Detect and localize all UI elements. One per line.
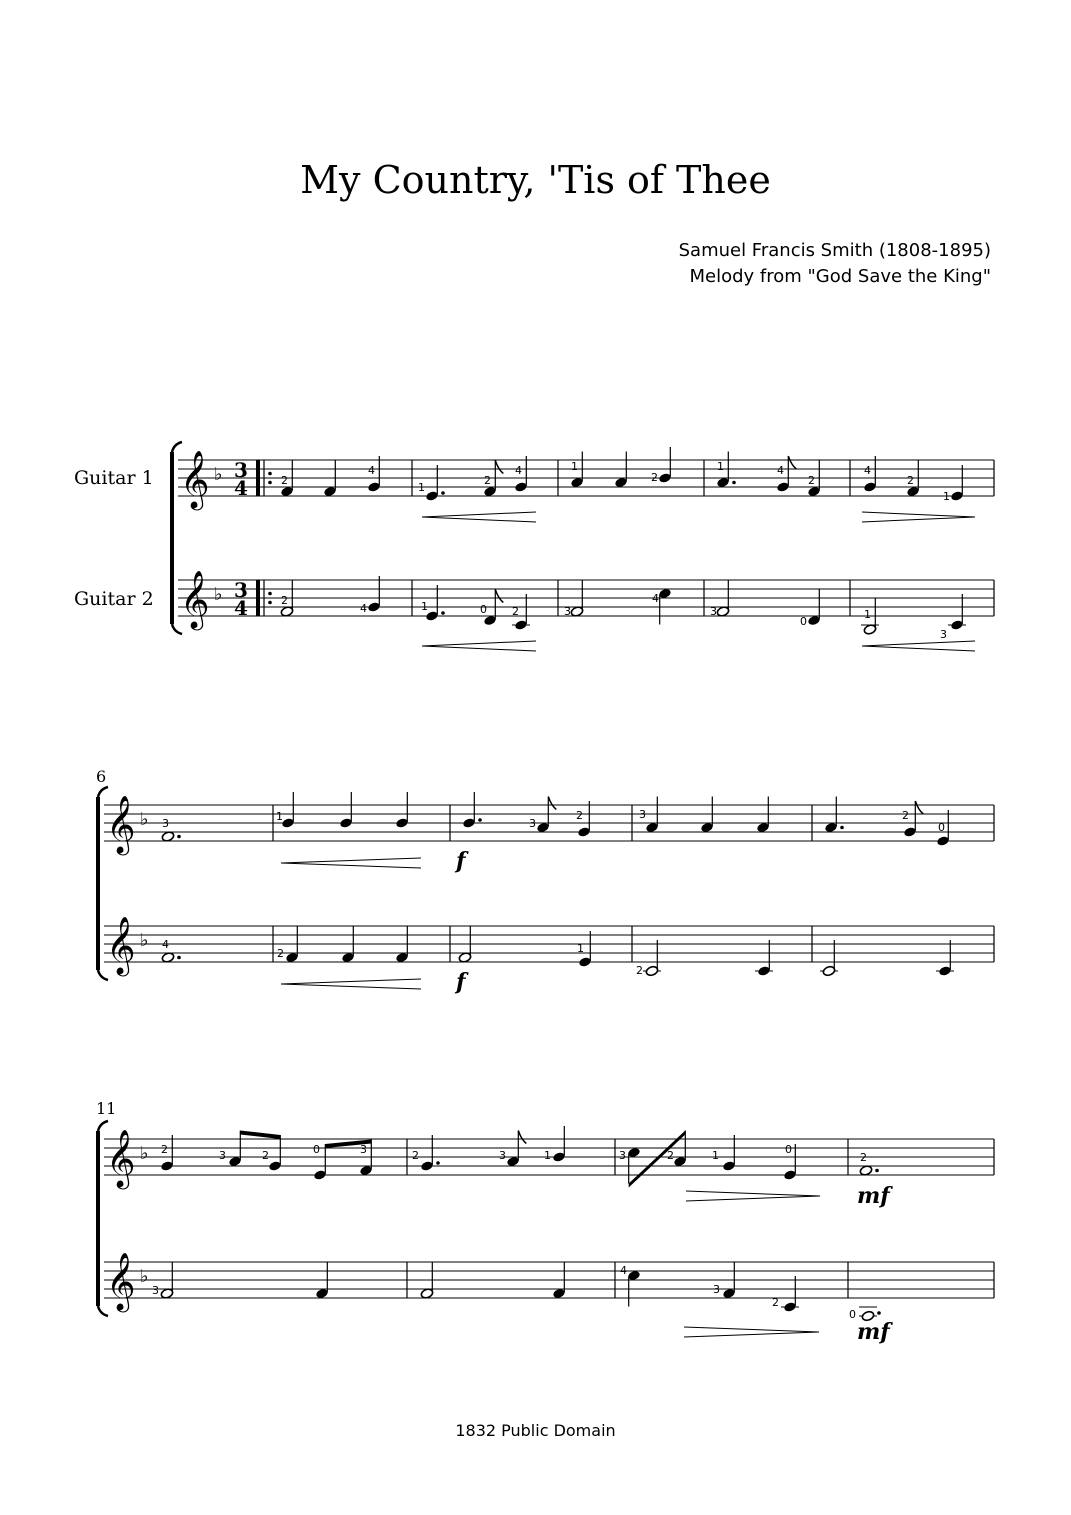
dynamic-mezzo-forte: mf bbox=[857, 1183, 890, 1209]
treble-clef-icon: 𝄞 bbox=[180, 570, 210, 628]
decrescendo-hairpin bbox=[684, 1332, 819, 1337]
fingering: 1 bbox=[943, 490, 950, 503]
fingering: 2 bbox=[484, 474, 491, 487]
fingering: 4 bbox=[360, 602, 367, 615]
fingering: 3 bbox=[499, 1149, 506, 1162]
note bbox=[820, 940, 838, 977]
augmentation-dot bbox=[441, 491, 445, 495]
fingering: 1 bbox=[717, 460, 724, 473]
fingering: 2 bbox=[277, 947, 284, 960]
repeat-thick-bar bbox=[256, 460, 260, 496]
note bbox=[506, 1131, 526, 1168]
crescendo-hairpin bbox=[422, 517, 536, 522]
crescendo-hairpin bbox=[862, 641, 975, 646]
fingering: 3 bbox=[360, 1143, 367, 1156]
fingering: 2 bbox=[907, 474, 914, 487]
copyright-footer: 1832 Public Domain bbox=[455, 1421, 616, 1440]
note bbox=[160, 1263, 174, 1300]
fingering: 4 bbox=[620, 1264, 627, 1277]
note bbox=[716, 581, 730, 618]
flag bbox=[788, 456, 796, 469]
flat-icon: ♭ bbox=[140, 1143, 149, 1164]
fingering: 3 bbox=[529, 817, 536, 830]
fingering: 2 bbox=[412, 1149, 419, 1162]
measure-number-11: 11 bbox=[96, 1099, 117, 1118]
flag bbox=[518, 1131, 526, 1144]
fingering: 3 bbox=[713, 1283, 720, 1296]
note bbox=[395, 792, 409, 829]
decrescendo-hairpin bbox=[862, 512, 975, 517]
note bbox=[627, 1270, 641, 1307]
fingering: 3 bbox=[152, 1284, 159, 1297]
flat-icon: ♭ bbox=[214, 584, 223, 605]
decrescendo-hairpin bbox=[686, 1196, 820, 1201]
composer-line-1: Samuel Francis Smith (1808-1895) bbox=[678, 240, 991, 261]
fingering: 2 bbox=[161, 1143, 168, 1156]
note bbox=[658, 588, 672, 625]
fingering: 1 bbox=[418, 481, 425, 494]
note bbox=[285, 927, 299, 964]
treble-clef-icon: 𝄞 bbox=[106, 916, 136, 974]
repeat-dot bbox=[268, 601, 272, 605]
fingering: 4 bbox=[368, 464, 375, 477]
dynamic-mezzo-forte: mf bbox=[857, 1319, 890, 1345]
fingering: 2 bbox=[262, 1149, 269, 1162]
note bbox=[700, 797, 714, 834]
note bbox=[948, 594, 966, 631]
note bbox=[458, 927, 472, 964]
crescendo-hairpin bbox=[281, 858, 421, 863]
note bbox=[323, 461, 337, 498]
note bbox=[755, 940, 773, 977]
fingering: 3 bbox=[940, 628, 947, 641]
crescendo-hairpin bbox=[281, 979, 421, 984]
note bbox=[339, 792, 353, 829]
augmentation-dot bbox=[877, 1311, 881, 1315]
note bbox=[614, 452, 628, 489]
fingering: 2 bbox=[576, 809, 583, 822]
fingering: 4 bbox=[777, 464, 784, 477]
fingering: 2 bbox=[667, 1149, 674, 1162]
fingering: 0 bbox=[480, 603, 487, 616]
crescendo-hairpin bbox=[862, 646, 975, 651]
augmentation-dot bbox=[875, 1169, 879, 1173]
note bbox=[824, 797, 844, 834]
fingering: 0 bbox=[800, 615, 807, 628]
flag bbox=[915, 801, 923, 814]
note bbox=[281, 792, 295, 829]
decrescendo-hairpin bbox=[684, 1327, 819, 1332]
fingering: 2 bbox=[808, 474, 815, 487]
fingering: 1 bbox=[864, 608, 871, 621]
note bbox=[268, 1135, 282, 1172]
fingering: 1 bbox=[544, 1149, 551, 1162]
measure-number-6: 6 bbox=[96, 767, 107, 786]
decrescendo-hairpin bbox=[862, 517, 975, 522]
flat-icon: ♭ bbox=[214, 464, 223, 485]
decrescendo-hairpin bbox=[686, 1191, 820, 1196]
note bbox=[658, 447, 672, 484]
fingering: 1 bbox=[276, 810, 283, 823]
fingering: 2 bbox=[636, 964, 643, 977]
fingering: 1 bbox=[571, 460, 578, 473]
fingering: 2 bbox=[772, 1296, 779, 1309]
augmentation-dot bbox=[732, 481, 736, 485]
repeat-dot bbox=[268, 481, 272, 485]
fingering: 4 bbox=[652, 592, 659, 605]
flag bbox=[495, 590, 503, 603]
note bbox=[643, 940, 661, 977]
fingering: 4 bbox=[515, 464, 522, 477]
time-signature-top: 3 bbox=[234, 458, 248, 482]
fingering: 3 bbox=[619, 1149, 626, 1162]
augmentation-dot bbox=[840, 826, 844, 830]
repeat-dot bbox=[268, 472, 272, 476]
time-signature-bottom: 4 bbox=[234, 476, 248, 500]
crescendo-hairpin bbox=[281, 984, 421, 989]
note bbox=[570, 581, 584, 618]
fingering: 0 bbox=[785, 1143, 792, 1156]
crescendo-hairpin bbox=[422, 512, 536, 517]
instrument-label-guitar-1: Guitar 1 bbox=[74, 467, 154, 489]
fingering: 4 bbox=[162, 938, 169, 951]
fingering: 3 bbox=[639, 808, 646, 821]
note bbox=[807, 590, 821, 627]
flat-icon: ♭ bbox=[140, 930, 149, 951]
note bbox=[950, 465, 964, 502]
fingering: 0 bbox=[313, 1143, 320, 1156]
fingering: 1 bbox=[421, 600, 428, 613]
fingering: 4 bbox=[864, 464, 871, 477]
flag bbox=[495, 461, 503, 474]
score-title: My Country, 'Tis of Thee bbox=[300, 158, 771, 202]
fingering: 0 bbox=[938, 821, 945, 834]
note bbox=[552, 1126, 566, 1163]
note bbox=[756, 797, 770, 834]
note bbox=[645, 797, 659, 834]
fingering: 0 bbox=[849, 1308, 856, 1321]
fingering: 2 bbox=[512, 605, 519, 618]
instrument-label-guitar-2: Guitar 2 bbox=[74, 588, 154, 610]
fingering: 2 bbox=[281, 594, 288, 607]
fingering: 1 bbox=[712, 1149, 719, 1162]
augmentation-dot bbox=[441, 611, 445, 615]
repeat-dot bbox=[268, 592, 272, 596]
note bbox=[722, 1135, 736, 1172]
dynamic-forte: f bbox=[456, 848, 466, 874]
note bbox=[536, 797, 556, 834]
fingering: 2 bbox=[860, 1151, 867, 1164]
crescendo-hairpin bbox=[281, 863, 421, 868]
augmentation-dot bbox=[177, 956, 181, 960]
note bbox=[367, 576, 381, 613]
augmentation-dot bbox=[436, 1161, 440, 1165]
flag bbox=[548, 797, 556, 810]
fingering: 2 bbox=[651, 471, 658, 484]
flat-icon: ♭ bbox=[140, 809, 149, 830]
note bbox=[420, 1263, 434, 1300]
dynamic-forte: f bbox=[456, 969, 466, 995]
fingering: 3 bbox=[564, 605, 571, 618]
note bbox=[228, 1131, 242, 1168]
note bbox=[722, 1263, 736, 1300]
fingering: 3 bbox=[162, 817, 169, 830]
fingering: 2 bbox=[902, 809, 909, 822]
treble-clef-icon: 𝄞 bbox=[106, 1129, 136, 1187]
treble-clef-icon: 𝄞 bbox=[106, 795, 136, 853]
note bbox=[936, 940, 954, 977]
beam bbox=[240, 1131, 280, 1140]
composer-line-2: Melody from "God Save the King" bbox=[689, 266, 991, 287]
augmentation-dot bbox=[177, 835, 181, 839]
fingering: 1 bbox=[577, 942, 584, 955]
flat-icon: ♭ bbox=[140, 1266, 149, 1287]
fingering: 3 bbox=[710, 605, 717, 618]
fingering: 2 bbox=[281, 474, 288, 487]
note bbox=[781, 1276, 799, 1313]
fingering: 3 bbox=[219, 1149, 226, 1162]
note bbox=[395, 927, 409, 964]
time-signature-bottom: 4 bbox=[234, 596, 248, 620]
treble-clef-icon: 𝄞 bbox=[106, 1252, 136, 1310]
note bbox=[552, 1263, 566, 1300]
note bbox=[341, 927, 355, 964]
note bbox=[315, 1263, 329, 1300]
time-signature-top: 3 bbox=[234, 578, 248, 602]
crescendo-hairpin bbox=[422, 641, 536, 646]
treble-clef-icon: 𝄞 bbox=[180, 450, 210, 508]
augmentation-dot bbox=[478, 818, 482, 822]
crescendo-hairpin bbox=[422, 646, 536, 651]
repeat-thick-bar bbox=[256, 580, 260, 616]
